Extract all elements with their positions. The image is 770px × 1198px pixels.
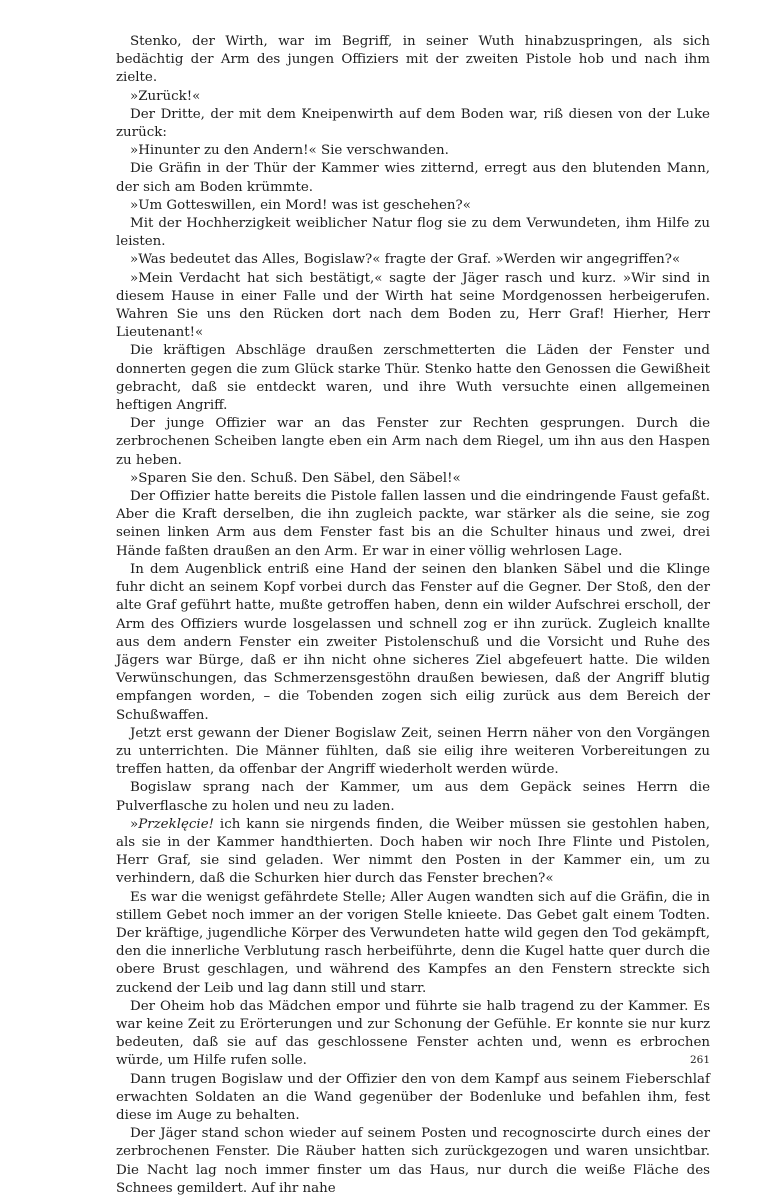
paragraph: »Hinunter zu den Andern!« Sie verschwanden. bbox=[130, 143, 449, 159]
paragraph: Stenko, der Wirth, war im Begriff, in seiner Wuth hinabzuspringen, als sich bedächtig der Arm des jungen Offiziers mit der zweiten Pistole hob und nach ihm zielte. bbox=[116, 34, 710, 86]
paragraph: Bogislaw sprang nach der Kammer, um aus dem Gepäck seines Herrn die Pulverflasche zu holen und neu zu laden. bbox=[116, 780, 710, 814]
paragraph: Der Offizier hatte bereits die Pistole fallen lassen und die eindringende Faust gefaßt. Aber die Kraft derselben, die ihn zugleich packte, war stärker als die seine, sie zog seinen linken Arm aus dem Fenster fast bis an die Schulter hinaus und zwei, drei Hände faßten draußen an den Arm. Er war in einer völlig wehrlosen Lage. bbox=[116, 489, 710, 559]
paragraph: Der Oheim hob das Mädchen empor und führte sie halb tragend zu der Kammer. Es war keine Zeit zu Erörterungen und zur Schonung der Gefühle. Er konnte sie nur kurz bedeuten, daß sie auf das geschlossene Fenster achten und, wenn es erbrochen würde, um Hilfe rufen solle. bbox=[116, 998, 710, 1069]
paragraph: »Mein Verdacht hat sich bestätigt,« sagte der Jäger rasch und kurz. »Wir sind in diesem Hause in einer Falle und der Wirth hat seine Mordgenossen herbeigerufen. Wahren Sie uns den Rücken dort nach dem Boden zu, Herr Graf! Hierher, Herr Lieutenant!« bbox=[116, 270, 710, 341]
paragraph: Der Dritte, der mit dem Kneipenwirth auf dem Boden war, riß diesen von der Luke zurück: bbox=[116, 106, 710, 141]
paragraph: »Um Gotteswillen, ein Mord! was ist geschehen?« bbox=[130, 197, 471, 213]
paragraph: »Zurück!« bbox=[130, 88, 201, 104]
paragraph: Der Jäger stand schon wieder auf seinem Posten und recognoscirte durch eines der zerbrochenen Fenster. Die Räuber hatten sich zurückgezogen und waren unsichtbar. Die Nacht lag noch immer finster um das Haus, nur durch die weiße Fläche des Schnees gemildert. Auf ihr nahe bbox=[116, 1126, 710, 1196]
paragraph: Es war die wenigst gefährdete Stelle; Aller Augen wandten sich auf die Gräfin, die in stillem Gebet noch immer an der vorigen Stelle knieete. Das Gebet galt einem Todten. Der kräftige, jugendliche Körper des Verwundeten hatte wild gegen den Tod gekämpft, den die innerliche Verblutung rasch herbeiführte, denn die Kugel hatte quer durch die obere Brust geschlagen, und während des Kampfes an den Fenstern streckte sich zuckend der Leib und lag dann still und starr. bbox=[116, 889, 710, 996]
italic-word: Przeklęcie! bbox=[138, 816, 215, 832]
paragraph: Mit der Hochherzigkeit weiblicher Natur flog sie zu dem Verwundeten, ihm Hilfe zu leisten. bbox=[116, 216, 710, 250]
page-number: 261 bbox=[689, 1054, 710, 1066]
paragraph: In dem Augenblick entriß eine Hand der seinen den blanken Säbel und die Klinge fuhr dicht an seinem Kopf vorbei durch das Fenster auf die Gegner. Der Stoß, den der alte Graf geführt hatte, mußte getroffen haben, denn ein wilder Aufschrei erscholl, der Arm des Offiziers wurde losgelassen und schnell zog er ihn zurück. Zugleich knallte aus dem andern Fenster ein zweiter Pistolenschuß und die Vorsicht und Ruhe des Jägers war Bürge, daß er ihn nicht ohne sicheres Ziel abgefeuert hatte. Die wilden Verwünschungen, das Schmerzensgestöhn draußen bewiesen, daß der Angriff blutig empfangen worden, – die Tobenden zogen sich eilig zurück aus dem Bereich der Schußwaffen. bbox=[116, 561, 710, 723]
page-text bbox=[116, 33, 710, 1198]
paragraph: Die kräftigen Abschläge draußen zerschmetterten die Läden der Fenster und donnerten gegen die zum Glück starke Thür. Stenko hatte den Genossen die Gewißheit gebracht, daß sie entdeckt waren, und ihre Wuth versuchte einen allgemeinen heftigen Angriff. bbox=[116, 343, 710, 414]
paragraph-with-italic bbox=[116, 816, 710, 889]
open-quote: » bbox=[130, 816, 139, 832]
paragraph: Der junge Offizier war an das Fenster zur Rechten gesprungen. Durch die zerbrochenen Scheiben langte eben ein Arm nach dem Riegel, um ihn aus den Haspen zu heben. bbox=[116, 416, 710, 468]
paragraph-rest: ich kann sie nirgends finden, die Weiber müssen sie gestohlen haben, als sie in der Kammer handthierten. Doch haben wir noch Ihre Flinte und Pistolen, Herr Graf, sie sind geladen. Wer nimmt den Posten in der Kammer ein, um zu verhindern, daß die Schurken hier durch das Fenster brechen?« bbox=[116, 816, 710, 887]
paragraph: »Sparen Sie den. Schuß. Den Säbel, den Säbel!« bbox=[130, 470, 461, 486]
paragraph: Die Gräfin in der Thür der Kammer wies zitternd, erregt aus den blutenden Mann, der sich am Boden krümmte. bbox=[116, 161, 710, 195]
paragraph: »Was bedeutet das Alles, Bogislaw?« fragte der Graf. »Werden wir angegriffen?« bbox=[130, 252, 681, 268]
paragraph: Jetzt erst gewann der Diener Bogislaw Zeit, seinen Herrn näher von den Vorgängen zu unterrichten. Die Männer fühlten, daß sie eilig ihre weiteren Vorbereitungen zu treffen hatten, da offenbar der Angriff wiederholt werden würde. bbox=[116, 725, 710, 778]
paragraph: Dann trugen Bogislaw und der Offizier den von dem Kampf aus seinem Fieberschlaf erwachten Soldaten an die Wand gegenüber der Bodenluke und befahlen ihm, fest diese im Auge zu behalten. bbox=[116, 1071, 710, 1123]
